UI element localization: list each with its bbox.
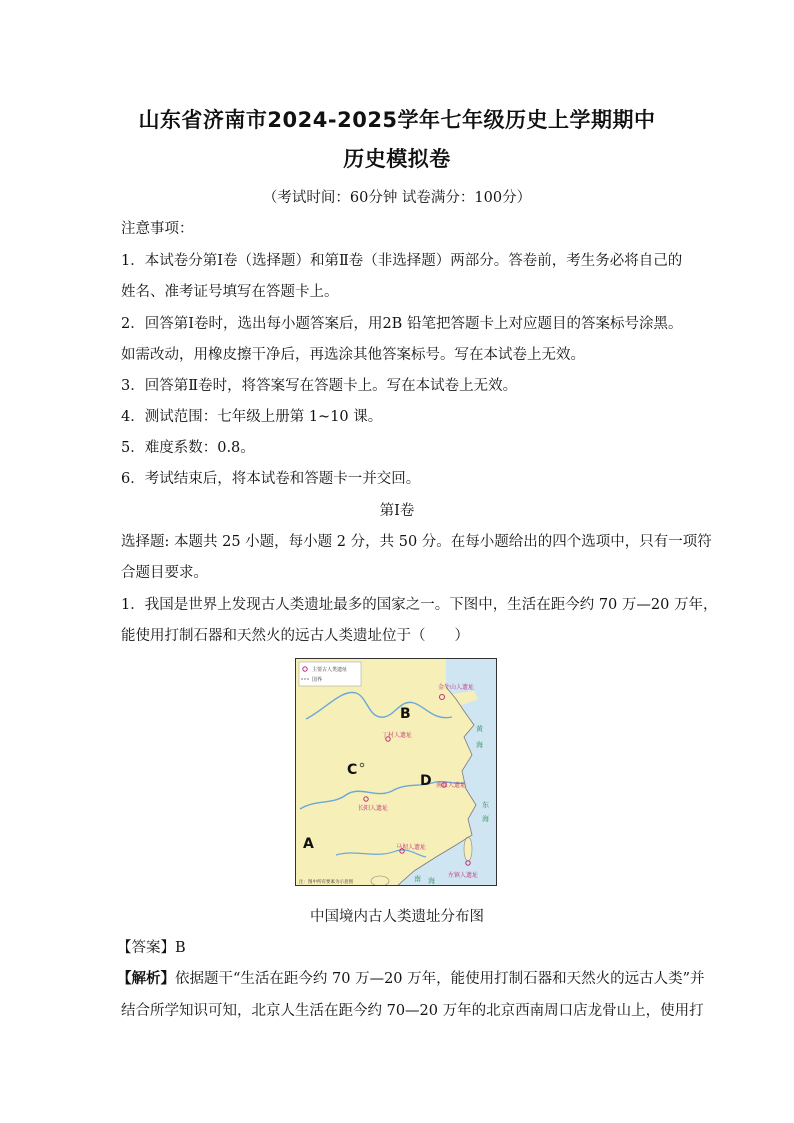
map-taiwan	[464, 837, 472, 861]
question-1-text: 1．我国是世界上发现古人类遗址最多的国家之一。下图中，生活在距今约 70 万—20 万年，	[121, 597, 718, 613]
sea-label: 海	[476, 741, 483, 749]
sea-label: 东	[482, 801, 489, 809]
site-dingcun-label: 丁村人遗址	[382, 732, 413, 739]
site-changyang-label: 长阳人遗址	[358, 805, 389, 812]
map-caption: 中国境内古人类遗址分布图	[310, 909, 484, 925]
sea-label: 黄	[476, 725, 483, 733]
exam-title-line2: 历史模拟卷	[343, 147, 451, 171]
option-a-label: A	[303, 836, 314, 852]
analysis-line-1	[117, 967, 705, 988]
answer-line: 【答案】B	[117, 940, 186, 956]
legend-site-label: 主要古人类遗址	[312, 667, 348, 673]
sea-label: 海	[482, 815, 489, 823]
note-line: 5．难度系数：0.8。	[121, 440, 255, 456]
site-zuozhen-label: 左镇人遗址	[448, 872, 479, 879]
section-title: 第Ⅰ卷	[379, 503, 415, 519]
option-d-label: D	[420, 773, 432, 789]
notes-heading: 注意事项：	[121, 221, 194, 237]
option-c-label: C	[347, 762, 358, 778]
section-instructions: 选择题: 本题共 25 小题，每小题 2 分，共 50 分。在每小题给出的四个选项中，只有一项符	[121, 534, 712, 550]
map-svg	[296, 659, 497, 886]
china-ancient-sites-map	[295, 658, 497, 886]
note-line: 6．考试结束后，将本试卷和答题卡一并交回。	[121, 471, 421, 487]
site-maba-label: 马坝人遗址	[396, 844, 427, 851]
exam-info: （考试时间：60分钟 试卷满分：100分）	[262, 190, 532, 206]
note-line: 2．回答第Ⅰ卷时，选出每小题答案后，用2B 铅笔把答题卡上对应题目的答案标号涂黑。	[121, 316, 683, 332]
note-line: 1．本试卷分第Ⅰ卷（选择题）和第Ⅱ卷（非选择题）两部分。答卷前，考生务必将自己的	[121, 253, 683, 269]
sea-label: 南	[414, 875, 421, 883]
map-legend-box	[299, 662, 361, 686]
analysis-line-2: 结合所学知识可知，北京人生活在距今约 70—20 万年的北京西南周口店龙骨山上，使用打	[121, 1003, 704, 1019]
option-b-label: B	[400, 706, 411, 722]
question-1-text: 能使用打制石器和天然火的远古人类遗址位于（ ）	[121, 628, 469, 644]
site-nanjing-label: 南京人遗址	[436, 782, 467, 789]
exam-title-line1: 山东省济南市2024-2025学年七年级历史上学期期中	[138, 108, 656, 132]
note-line: 如需改动，用橡皮擦干净后，再选涂其他答案标号。写在本试卷上无效。	[121, 347, 585, 363]
map-hainan	[371, 876, 389, 886]
note-line: 姓名、准考证号填写在答题卡上。	[121, 284, 339, 300]
note-line: 4．测试范围：七年级上册第 1~10 课。	[121, 409, 383, 425]
legend-border-label: 国界	[312, 677, 323, 683]
analysis-text: 依据题干“生活在距今约 70 万—20 万年，能使用打制石器和天然火的远古人类”并	[175, 971, 705, 987]
sea-label: 海	[428, 877, 435, 885]
analysis-label: 【解析】	[117, 970, 175, 987]
site-jinniushan-label: 金牛山人遗址	[438, 684, 475, 691]
map-note: 注：图中所有要素为示意图	[299, 880, 353, 885]
note-line: 3．回答第Ⅱ卷时，将答案写在答题卡上。写在本试卷上无效。	[121, 378, 518, 394]
section-instructions: 合题目要求。	[121, 565, 208, 581]
